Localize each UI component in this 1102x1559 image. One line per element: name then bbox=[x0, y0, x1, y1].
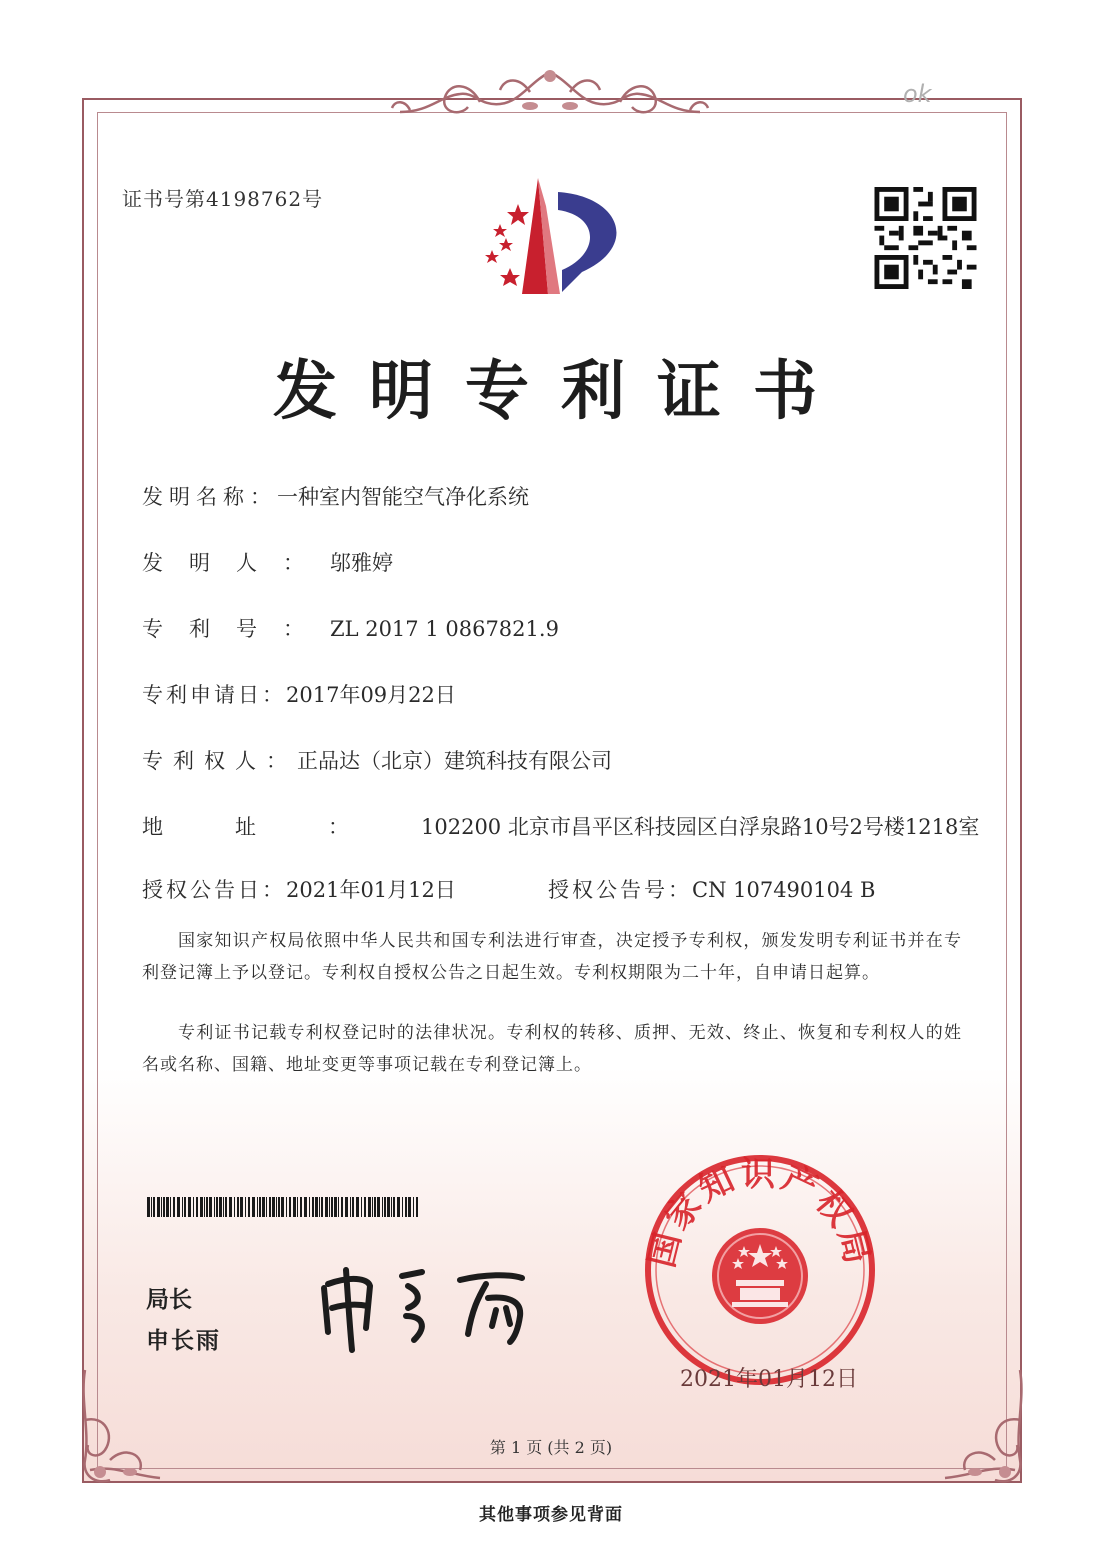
grant-number-value: CN 107490104 B bbox=[692, 878, 876, 902]
invention-name-row bbox=[142, 481, 529, 511]
certificate-title: 发明专利证书 bbox=[273, 354, 849, 429]
application-date-value: 2017年09月22日 bbox=[286, 683, 456, 707]
patent-number-value: ZL 2017 1 0867821.9 bbox=[330, 617, 559, 641]
handwritten-mark: ok bbox=[903, 80, 932, 108]
patentee-value: 正品达（北京）建筑科技有限公司 bbox=[297, 749, 612, 773]
page-indicator: 第 1 页 (共 2 页) bbox=[489, 1438, 613, 1457]
grant-date-row bbox=[142, 874, 456, 904]
application-date-row bbox=[142, 679, 456, 709]
director-title: 局长 bbox=[146, 1287, 192, 1313]
inventor-label: 发明人： bbox=[142, 551, 330, 575]
inventor-value: 邬雅婷 bbox=[330, 551, 393, 575]
footer-note: 其他事项参见背面 bbox=[479, 1505, 623, 1525]
grant-number-label: 授权公告号： bbox=[548, 878, 692, 902]
director-name: 申长雨 bbox=[146, 1328, 221, 1354]
barcode-icon bbox=[147, 1197, 422, 1217]
seal-text: 国家知识产权局 bbox=[641, 1154, 879, 1272]
top-ornament-icon bbox=[380, 62, 720, 132]
patentee-label: 专利权人： bbox=[142, 749, 297, 773]
grant-date-label: 授权公告日： bbox=[142, 878, 286, 902]
address-value: 102200 北京市昌平区科技园区白浮泉路10号2号楼1218室 bbox=[421, 815, 980, 839]
patent-number-row bbox=[142, 613, 559, 643]
seal-date: 2021年01月12日 bbox=[680, 1367, 858, 1392]
inventor-row bbox=[142, 547, 393, 577]
bottom-left-ornament-icon bbox=[70, 1360, 180, 1490]
director-signature-icon bbox=[310, 1250, 560, 1360]
address-row bbox=[142, 811, 979, 841]
certificate-number: 证书号第4198762号 bbox=[122, 187, 324, 211]
patent-office-logo-icon bbox=[470, 176, 640, 306]
body-paragraph-1: 国家知识产权局依照中华人民共和国专利法进行审查，决定授予专利权，颁发发明专利证书并在专利登记簿上予以登记。专利权自授权公告之日起生效。专利权期限为二十年，自申请日起算。 bbox=[142, 931, 962, 983]
address-label: 地址： bbox=[142, 815, 421, 839]
patent-number-label: 专利号： bbox=[142, 617, 330, 641]
grant-date-value: 2021年01月12日 bbox=[286, 878, 456, 902]
invention-name-value: 一种室内智能空气净化系统 bbox=[277, 485, 529, 509]
body-paragraph-2: 专利证书记载专利权登记时的法律状况。专利权的转移、质押、无效、终止、恢复和专利权人的姓名或名称、国籍、地址变更等事项记载在专利登记簿上。 bbox=[142, 1023, 962, 1075]
application-date-label: 专利申请日： bbox=[142, 683, 286, 707]
grant-number-row bbox=[548, 874, 875, 904]
patentee-row bbox=[142, 745, 612, 775]
official-seal-icon bbox=[640, 1150, 880, 1390]
bottom-right-ornament-icon bbox=[925, 1360, 1035, 1490]
qr-code-icon bbox=[873, 187, 978, 289]
invention-name-label: 发明名称： bbox=[142, 485, 277, 509]
